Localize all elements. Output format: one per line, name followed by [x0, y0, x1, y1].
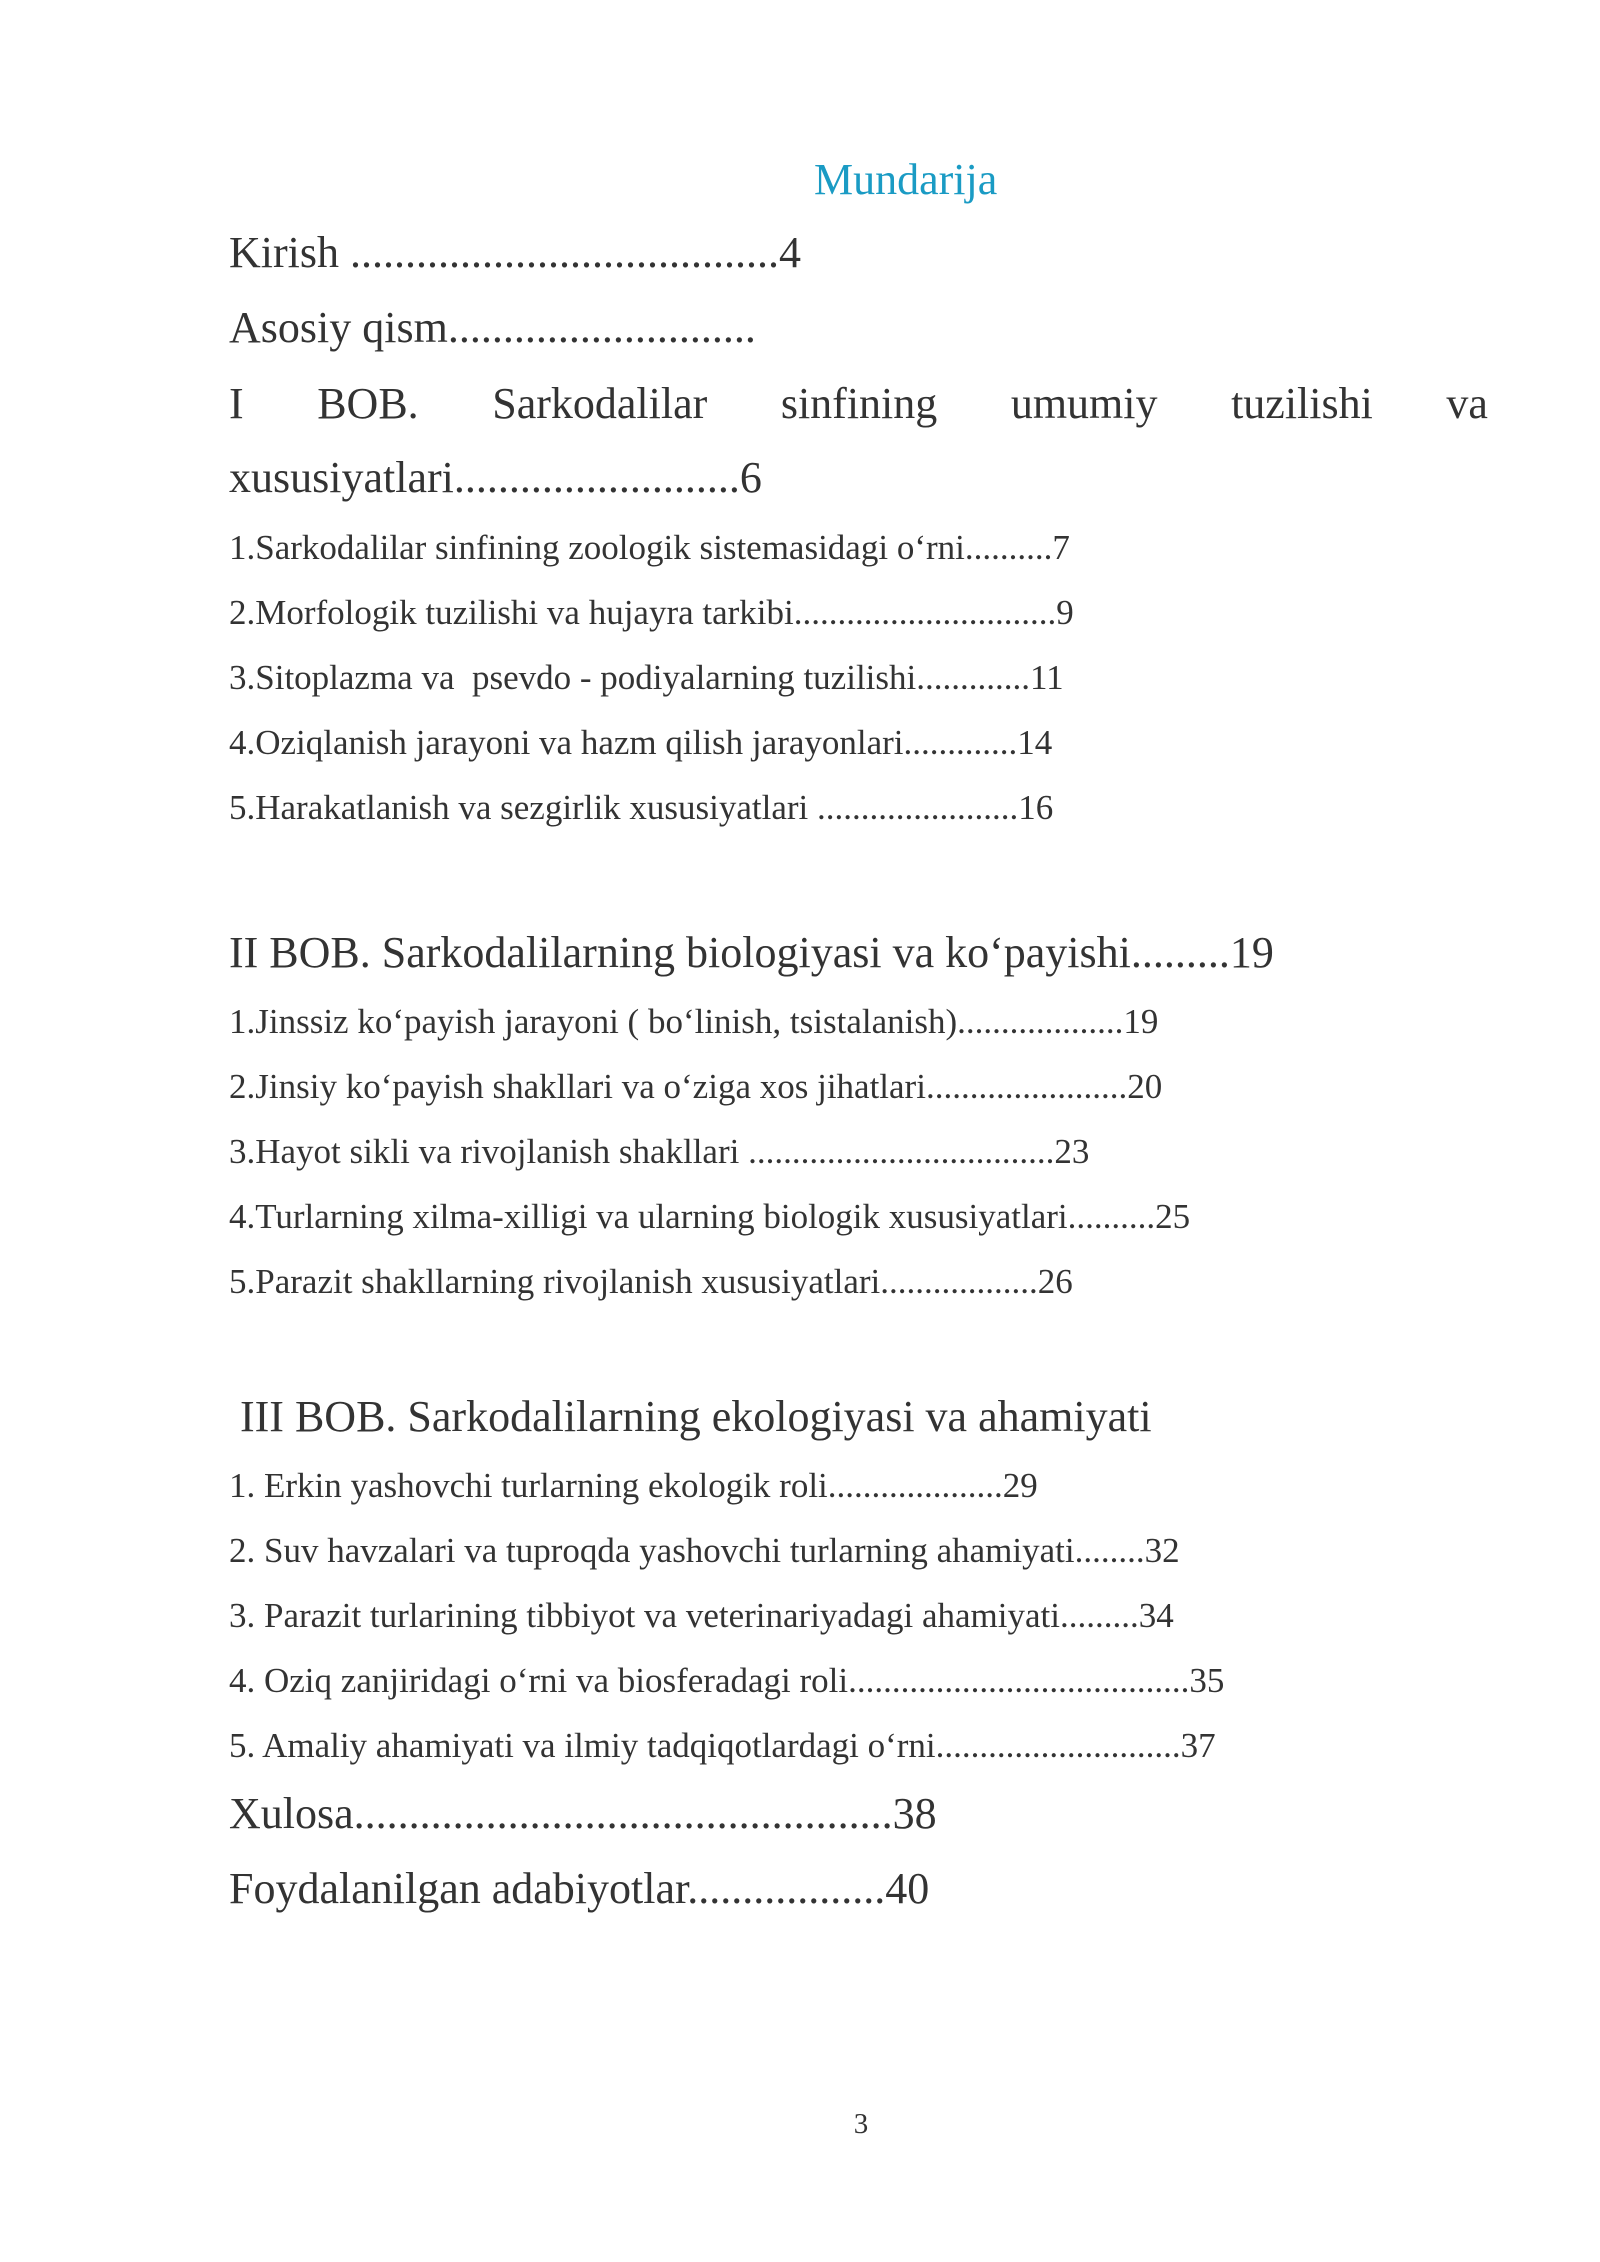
toc-entry-conclusion: Xulosa.................................................38: [229, 1789, 937, 1838]
chapter3-item: 1. Erkin yashovchi turlarning ekologik roli....................29: [229, 1466, 1038, 1505]
chapter1-heading-word: umumiy: [1010, 379, 1158, 428]
toc-entry-intro: Kirish .......................................4: [229, 228, 801, 277]
chapter1-item: 1.Sarkodalilar sinfining zoologik sistemasidagi o‘rni..........7: [229, 528, 1070, 567]
chapter2-item: 5.Parazit shakllarning rivojlanish xususiyatlari..................26: [229, 1262, 1073, 1301]
chapter1-item: 2.Morfologik tuzilishi va hujayra tarkibi..............................9: [229, 593, 1074, 632]
chapter3-item: 2. Suv havzalari va tuproqda yashovchi turlarning ahamiyati........32: [229, 1531, 1180, 1570]
chapter3-heading: III BOB. Sarkodalilarning ekologiyasi va ahamiyati: [229, 1392, 1152, 1441]
chapter2-item: 3.Hayot sikli va rivojlanish shakllari ...................................23: [229, 1132, 1090, 1171]
chapter1-heading-word: tuzilishi: [1231, 379, 1373, 428]
chapter1-item: 4.Oziqlanish jarayoni va hazm qilish jarayonlari.............14: [229, 723, 1053, 762]
chapter1-heading-word: sinfining: [780, 379, 938, 428]
chapter2-item: 2.Jinsiy ko‘payish shakllari va o‘ziga xos jihatlari.......................20: [229, 1067, 1163, 1106]
chapter1-heading-word: BOB.: [317, 379, 419, 428]
toc-entry-references: Foydalanilgan adabiyotlar..................40: [229, 1864, 930, 1913]
chapter1-heading-continuation: xususiyatlari..........................6: [229, 453, 762, 502]
chapter1-heading: [229, 379, 1488, 428]
chapter1-item: 5.Harakatlanish va sezgirlik xususiyatlari .......................16: [229, 788, 1054, 827]
chapter1-item: 3.Sitoplazma va psevdo - podiyalarning tuzilishi.............11: [229, 658, 1064, 697]
chapter3-item: 5. Amaliy ahamiyati va ilmiy tadqiqotlardagi o‘rni............................37: [229, 1726, 1216, 1765]
toc-title: Mundarija: [814, 155, 998, 204]
chapter1-heading-word: I: [229, 379, 244, 428]
chapter3-item: 4. Oziq zanjiridagi o‘rni va biosferadagi roli.......................................35: [229, 1661, 1225, 1700]
chapter2-heading: II BOB. Sarkodalilarning biologiyasi va ko‘payishi.........19: [229, 928, 1274, 977]
toc-entry-main-part: Asosiy qism............................: [229, 303, 756, 352]
chapter2-item: 1.Jinssiz ko‘payish jarayoni ( bo‘linish, tsistalanish)...................19: [229, 1002, 1159, 1041]
page-number: 3: [853, 2108, 869, 2140]
chapter3-item: 3. Parazit turlarining tibbiyot va veterinariyadagi ahamiyati.........34: [229, 1596, 1174, 1635]
chapter1-heading-word: Sarkodalilar: [492, 379, 708, 428]
chapter2-item: 4.Turlarning xilma-xilligi va ularning biologik xususiyatlari..........25: [229, 1197, 1191, 1236]
chapter1-heading-word: va: [1446, 379, 1488, 428]
